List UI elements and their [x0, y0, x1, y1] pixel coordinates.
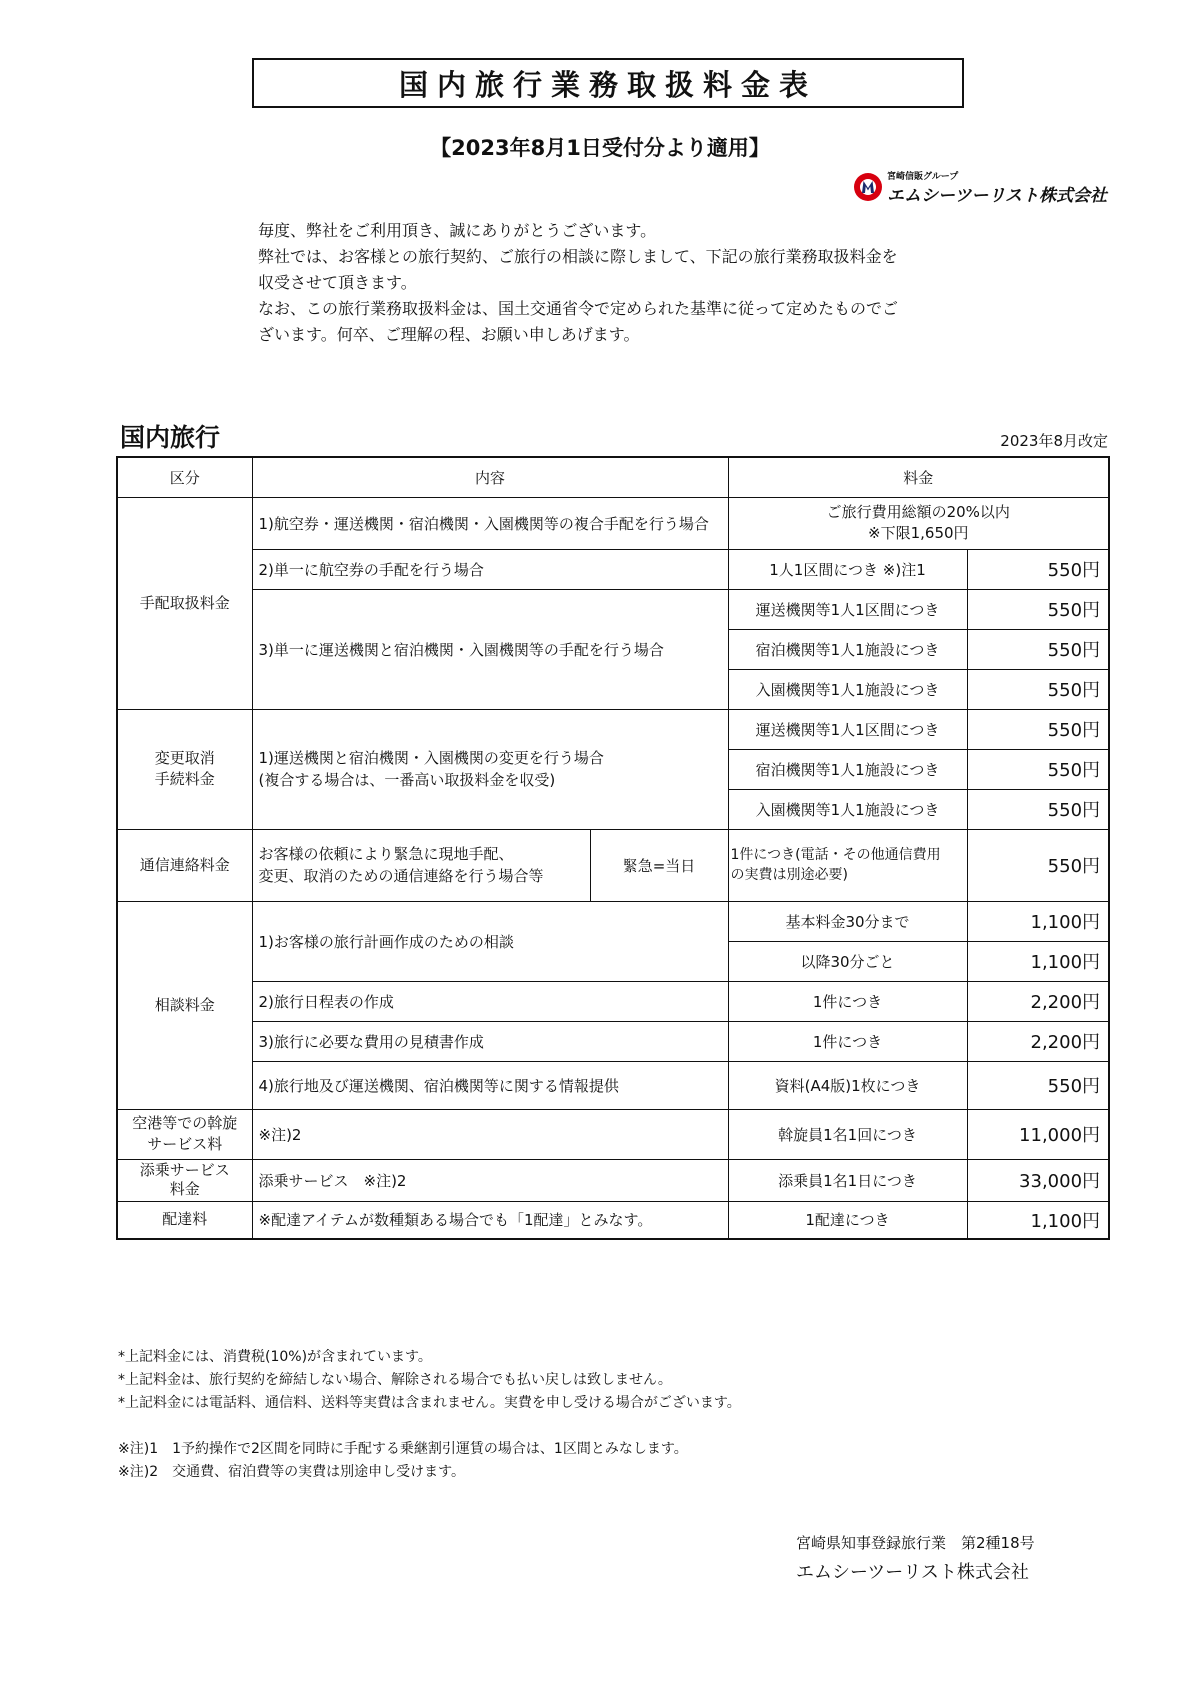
unit-cell: 1人1区間につき ※)注1 [728, 549, 967, 589]
content-cell: 4)旅行地及び運送機関、宿泊機関等に関する情報提供 [252, 1061, 728, 1109]
section-title: 国内旅行 [120, 423, 221, 452]
content-cell: お客様の依頼により緊急に現地手配、 変更、取消のための通信連絡を行う場合等 [252, 829, 590, 901]
content-cell: 3)単一に運送機関と宿泊機関・入園機関等の手配を行う場合 [252, 589, 728, 709]
category-cell: 空港等での斡旋 サービス料 [117, 1109, 252, 1159]
price-cell: 550円 [967, 749, 1109, 789]
footer [796, 1528, 1035, 1588]
price-cell: 1,100円 [967, 1201, 1109, 1239]
unit-cell: 資料(A4版)1枚につき [728, 1061, 967, 1109]
company-logo [853, 168, 1113, 210]
price-cell: 550円 [967, 1061, 1109, 1109]
table-row [117, 1159, 1109, 1201]
content-cell: ※配達アイテムが数種類ある場合でも「1配達」とみなす。 [252, 1201, 728, 1239]
content-cell: 3)旅行に必要な費用の見積書作成 [252, 1021, 728, 1061]
table-row [117, 497, 1109, 549]
price-cell: 2,200円 [967, 981, 1109, 1021]
unit-cell: 入園機関等1人1施設につき [728, 669, 967, 709]
table-row [117, 1109, 1109, 1159]
registration-number: 宮崎県知事登録旅行業 第2種18号 [796, 1534, 1035, 1552]
logo-company-text: エムシーツーリスト株式会社 [887, 186, 1107, 206]
fee-cell: ご旅行費用総額の20%以内 ※下限1,650円 [728, 497, 1109, 549]
footnote-line: ※注)2 交通費、宿泊費等の実費は別途申し受けます。 [118, 1464, 465, 1480]
price-cell: 550円 [967, 709, 1109, 749]
footnote-line: ※注)1 1予約操作で2区間を同時に手配する乗継割引運賃の場合は、1区間とみなします。 [118, 1441, 688, 1457]
note-line: *上記料金は、旅行契約を締結しない場合、解除される場合でも払い戻しは致しません。 [118, 1372, 672, 1388]
header-fee: 料金 [728, 457, 1109, 497]
content-cell: 2)旅行日程表の作成 [252, 981, 728, 1021]
unit-cell: 1件につき(電話・その他通信費用 の実費は別途必要) [728, 829, 967, 901]
effective-date: 【2023年8月1日受付分より適用】 [430, 136, 770, 160]
note-line: *上記料金には、消費税(10%)が含まれています。 [118, 1349, 432, 1365]
unit-cell: 斡旋員1名1回につき [728, 1109, 967, 1159]
table-row [117, 829, 1109, 901]
m-circle-logo-icon [853, 172, 883, 202]
unit-cell: 1件につき [728, 1021, 967, 1061]
logo-group-text: 宮崎信販グループ [887, 172, 959, 182]
intro-line: なお、この旅行業務取扱料金は、国土交通省令で定められた基準に従って定めたものでご [258, 299, 899, 318]
content-cell: 添乗サービス ※注)2 [252, 1159, 728, 1201]
unit-cell: 入園機関等1人1施設につき [728, 789, 967, 829]
table-row [117, 1061, 1109, 1109]
urgent-cell: 緊急=当日 [590, 829, 728, 901]
note-line: *上記料金には電話料、通信料、送料等実費は含まれません。実費を申し受ける場合がございます。 [118, 1395, 741, 1411]
price-cell: 2,200円 [967, 1021, 1109, 1061]
price-cell: 550円 [967, 669, 1109, 709]
unit-cell: 基本料金30分まで [728, 901, 967, 941]
price-cell: 550円 [967, 789, 1109, 829]
unit-cell: 宿泊機関等1人1施設につき [728, 749, 967, 789]
intro-line: 弊社では、お客様との旅行契約、ご旅行の相談に際しまして、下記の旅行業務取扱料金を [258, 247, 898, 266]
table-row [117, 1021, 1109, 1061]
fee-table [116, 456, 1110, 1240]
document-title: 国内旅行業務取扱料金表 [252, 58, 964, 108]
notes [118, 1346, 741, 1484]
category-cell: 手配取扱料金 [117, 497, 252, 709]
content-cell: ※注)2 [252, 1109, 728, 1159]
table-header-row [117, 457, 1109, 497]
category-cell: 配達料 [117, 1201, 252, 1239]
price-cell: 1,100円 [967, 941, 1109, 981]
unit-cell: 以降30分ごと [728, 941, 967, 981]
header-content: 内容 [252, 457, 728, 497]
category-cell: 相談料金 [117, 901, 252, 1109]
unit-cell: 1配達につき [728, 1201, 967, 1239]
category-cell: 添乗サービス 料金 [117, 1159, 252, 1201]
table-row [117, 981, 1109, 1021]
price-cell: 550円 [967, 549, 1109, 589]
footer-company: エムシーツーリスト株式会社 [796, 1562, 1029, 1583]
content-cell: 1)お客様の旅行計画作成のための相談 [252, 901, 728, 981]
revised-date: 2023年8月改定 [1000, 432, 1108, 450]
table-row [117, 901, 1109, 941]
price-cell: 11,000円 [967, 1109, 1109, 1159]
intro-line: 毎度、弊社をご利用頂き、誠にありがとうございます。 [258, 221, 657, 240]
category-cell: 変更取消 手続料金 [117, 709, 252, 829]
price-cell: 1,100円 [967, 901, 1109, 941]
table-row [117, 1201, 1109, 1239]
unit-cell: 宿泊機関等1人1施設につき [728, 629, 967, 669]
unit-cell: 運送機関等1人1区間につき [728, 709, 967, 749]
content-cell: 2)単一に航空券の手配を行う場合 [252, 549, 728, 589]
content-cell: 1)航空券・運送機関・宿泊機関・入園機関等の複合手配を行う場合 [252, 497, 728, 549]
intro-text [258, 218, 978, 348]
price-cell: 550円 [967, 589, 1109, 629]
table-row [117, 589, 1109, 629]
unit-cell: 1件につき [728, 981, 967, 1021]
header-category: 区分 [117, 457, 252, 497]
table-row [117, 549, 1109, 589]
intro-line: ざいます。何卒、ご理解の程、お願い申しあげます。 [258, 325, 640, 344]
intro-line: 収受させて頂きます。 [258, 273, 417, 292]
content-cell: 1)運送機関と宿泊機関・入園機関の変更を行う場合 (複合する場合は、一番高い取扱料金を収受) [252, 709, 728, 829]
unit-cell: 添乗員1名1日につき [728, 1159, 967, 1201]
price-cell: 550円 [967, 829, 1109, 901]
price-cell: 550円 [967, 629, 1109, 669]
table-row [117, 709, 1109, 749]
price-cell: 33,000円 [967, 1159, 1109, 1201]
unit-cell: 運送機関等1人1区間につき [728, 589, 967, 629]
category-cell: 通信連絡料金 [117, 829, 252, 901]
